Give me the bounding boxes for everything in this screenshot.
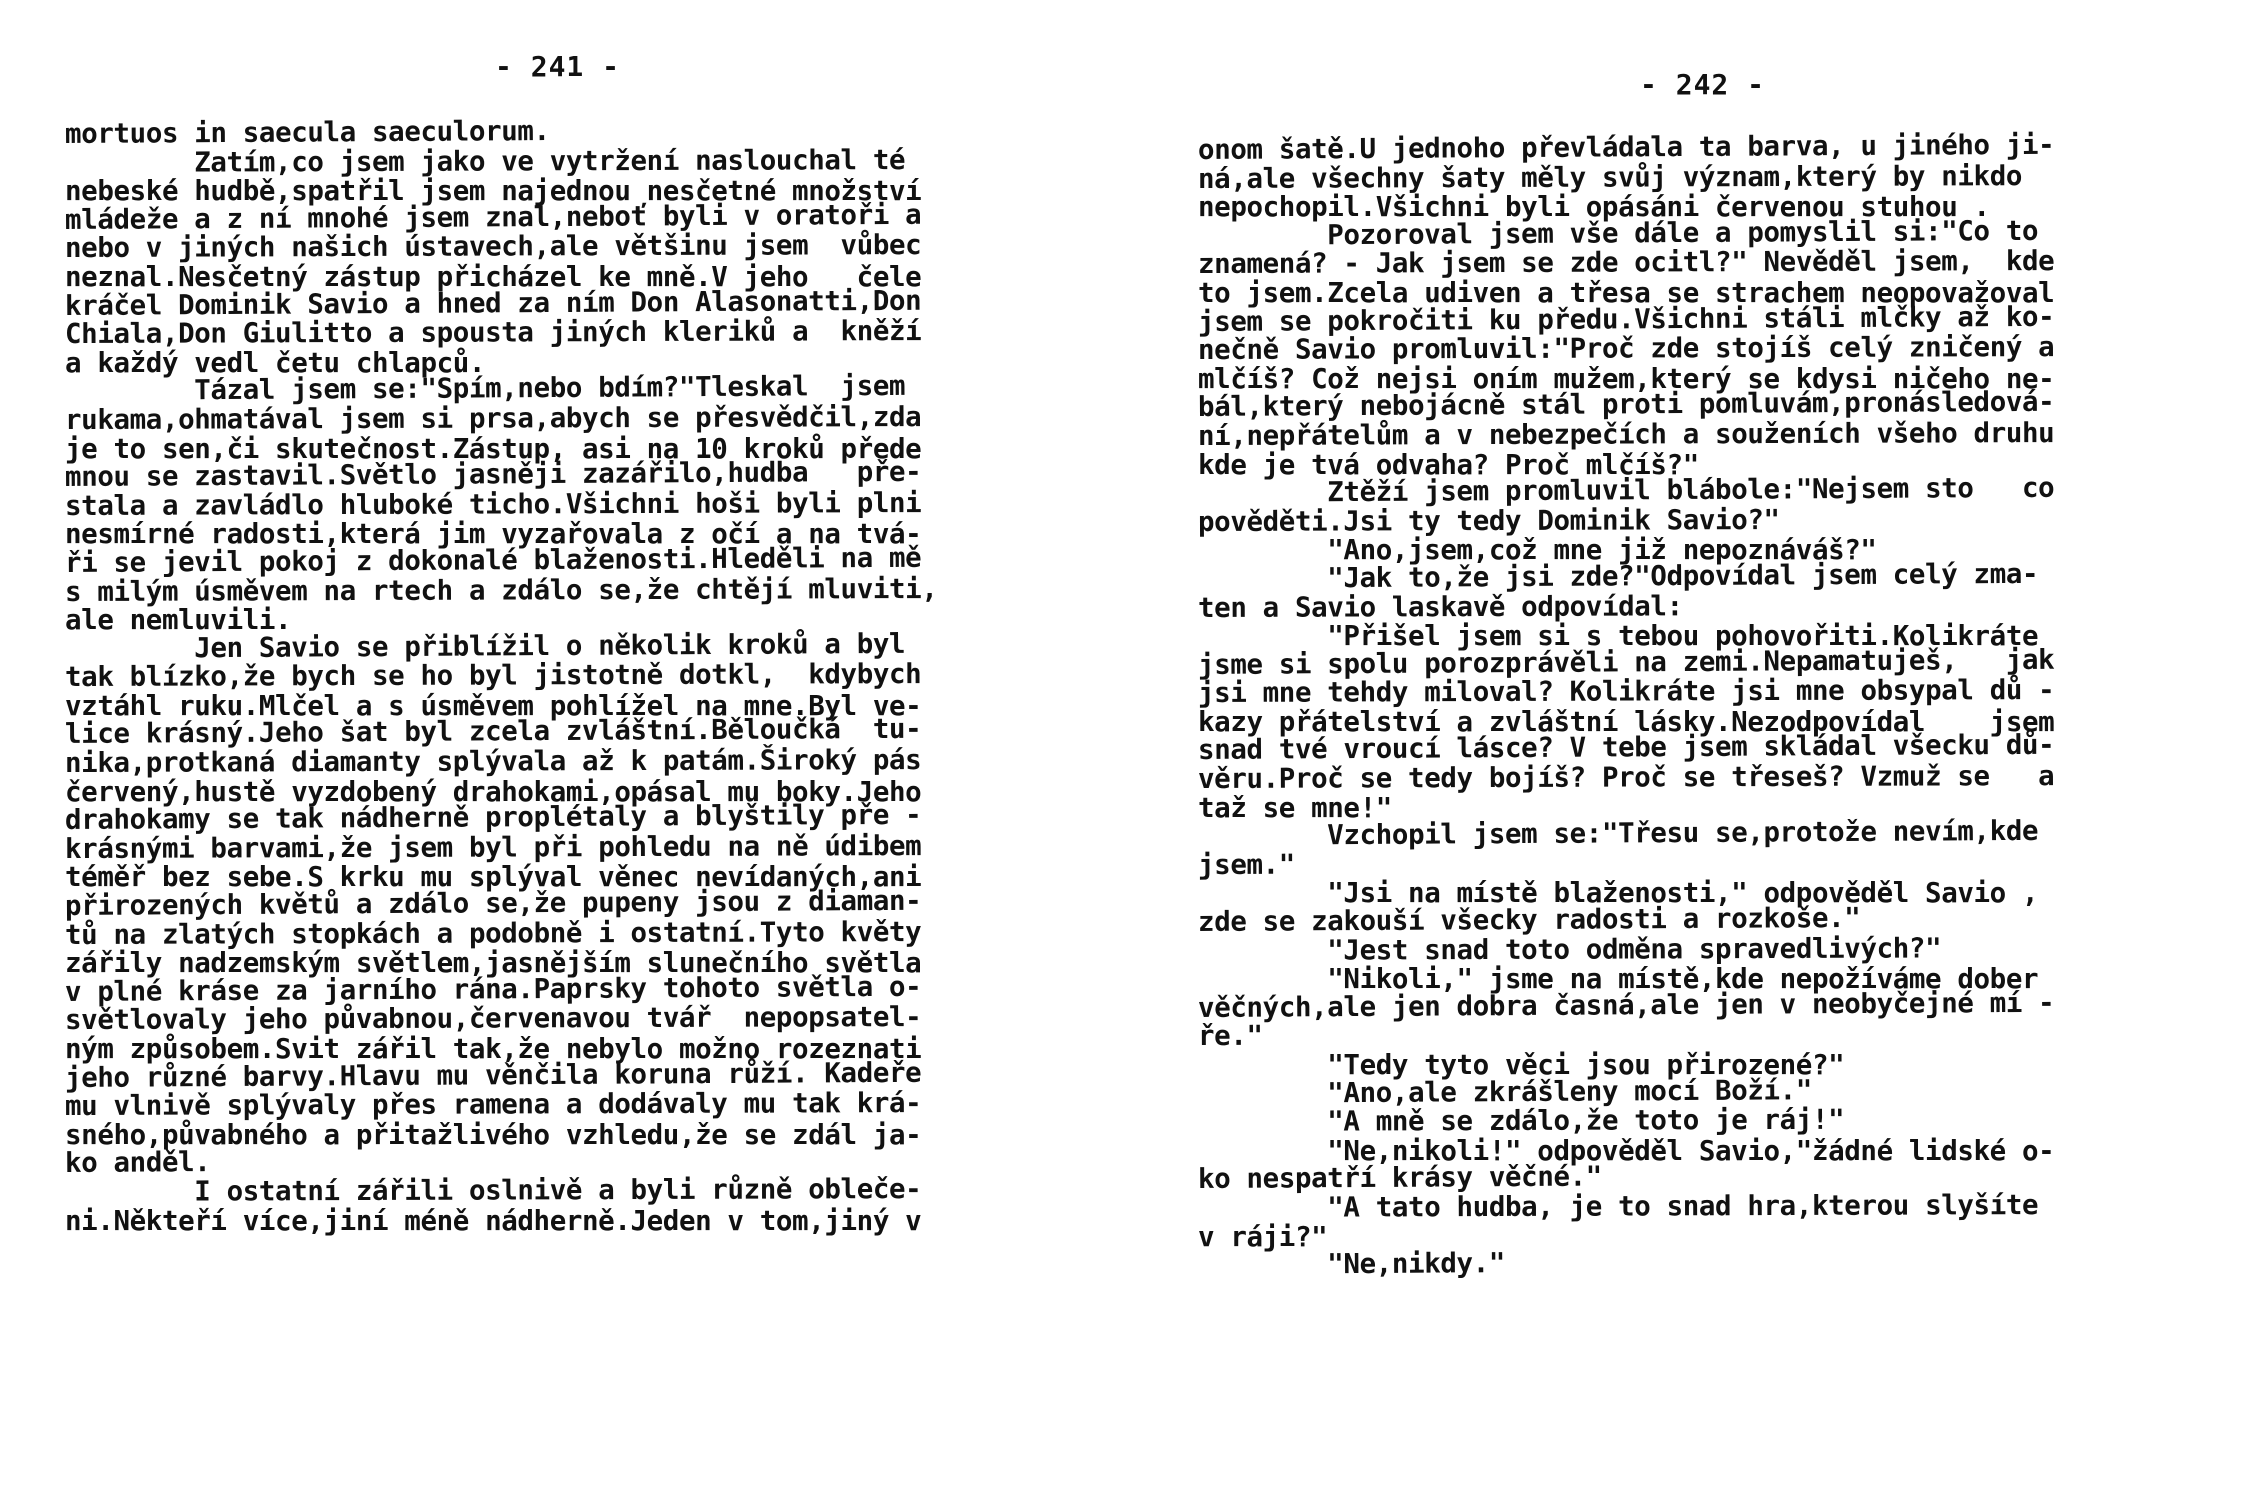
text-line: ní,nepřátelům a v nebezpečích a souženích všeho druhu: [1197, 416, 2055, 452]
text-line: s milým úsměvem na rtech a zdálo se,že chtějí mluviti,: [64, 572, 938, 608]
text-line: Chiala,Don Giulitto a spousta jiných kleriků a kněží: [64, 315, 922, 351]
text-line: neznal.Nesčetný zástup přicházel ke mně.V jeho čele: [65, 260, 922, 293]
text-line: Tázal jsem se:"Spím,nebo bdím?"Tleskal jsem: [64, 370, 906, 408]
text-line: onom šatě.U jednoho převládala ta barva, u jiného ji-: [1197, 128, 2055, 166]
page-number: - 241 -: [495, 50, 621, 83]
text-line: v ráji?": [1198, 1220, 1328, 1253]
text-line: téměř bez sebe.S krku mu splýval věnec nevídaných,ani: [65, 861, 922, 894]
text-line: v plné kráse za jarního rána.Paprsky tohoto světla o-: [64, 970, 922, 1008]
text-line: "Ano,jsem,což mne již nepoznáváš?": [1198, 534, 1877, 567]
text-line: přirozených květů a zdálo se,že pupeny jsou z diaman-: [64, 884, 922, 923]
text-line: ten a Savio laskavě odpovídal:: [1197, 589, 1683, 624]
page-text: [64, 115, 938, 1237]
text-line: mortuos in saecula saeculorum.: [64, 115, 550, 150]
text-line: nebo v jiných našich ústavech,ale většinu jsem vůbec: [64, 229, 922, 265]
text-line: zářily nadzemským světlem,jasnějším slunečního světla: [65, 947, 922, 980]
text-line: Pozoroval jsem vše dále a pomyslil si:"Co to: [1197, 214, 2039, 252]
text-line: mu vlnivě splývaly přes ramena a dodávaly mu tak krá-: [64, 1087, 922, 1123]
text-line: jsi mne tehdy miloval? Kolikráte jsi mne obsypal dů -: [1197, 674, 2055, 710]
text-line: "Tedy tyto věci jsou přirozené?": [1198, 1049, 1845, 1081]
text-line: kazy přátelství a zvláštní lásky.Nezodpovídal jsem: [1198, 705, 2055, 738]
text-line: "Ne,nikdy.": [1197, 1247, 1506, 1282]
text-line: a každý vedl četu chlapců.: [65, 346, 486, 379]
text-line: snad tvé vroucí lásce? V tebe jsem skládal všecku dů-: [1197, 729, 2055, 767]
text-line: ným způsobem.Svit zářil tak,že nebylo možno rozeznati: [65, 1033, 922, 1065]
text-line: krásnými barvami,že jsem byl při pohledu na ně údibem: [64, 829, 922, 865]
text-line: Vzchopil jsem se:"Třesu se,protože nevím,kde: [1197, 815, 2039, 853]
text-line: to jsem.Zcela udiven a třesa se strachem neopovažoval: [1198, 276, 2055, 309]
text-line: rukama,ohmatával jsem si prsa,abych se přesvědčil,zda: [64, 400, 922, 436]
text-line: bál,který nebojácně stál proti pomluvám,pronásledová-: [1197, 386, 2055, 424]
text-line: ná,ale všechny šaty měly svůj význam,který by nikdo: [1197, 159, 2023, 195]
text-line: vztáhl ruku.Mlčel a s úsměvem pohlížel na mne.Byl ve-: [65, 689, 922, 722]
text-line: mládeže a z ní mnohé jsem znal,neboť byli v oratoři a: [64, 198, 922, 236]
text-line: "Jsi na místě blaženosti," odpověděl Savio ,: [1198, 877, 2039, 910]
text-line: pověděti.Jsi ty tedy Dominik Savio?": [1197, 503, 1780, 538]
text-line: sného,půvabného a přitažlivého vzhledu,že se zdál ja-: [65, 1118, 922, 1151]
text-line: tů na zlatých stopkách a podobně i ostatní.Tyto květy: [64, 915, 922, 951]
page-text: [1197, 128, 2055, 1282]
text-line: Ztěží jsem promluvil blábole:"Nejsem sto co: [1197, 471, 2055, 510]
text-line: věčných,ale jen dobra časná,ale jen v neobyčejné mí -: [1197, 986, 2055, 1024]
text-line: mlčíš? Což nejsi oním mužem,který se kdysi ničeho ne-: [1198, 362, 2055, 395]
text-line: tak blízko,že bych se ho byl jistotně dotkl, kdybych: [64, 658, 922, 694]
text-line: nebeské hudbě,spatřil jsem najednou nesčetné množství: [65, 175, 922, 208]
text-line: "A tato hudba, je to snad hra,kterou slyšíte: [1197, 1189, 2039, 1224]
page-number: - 242 -: [1640, 68, 1766, 101]
text-line: jeho různé barvy.Hlavu mu věnčila koruna růží. Kadeře: [64, 1056, 922, 1094]
text-line: nepochopil.Všichni byli opásáni červenou stuhou .: [1198, 191, 1990, 224]
text-line: drahokamy se tak nádherně proplétaly a blyštily pře -: [64, 799, 922, 837]
text-line: je to sen,či skutečnost.Zástup, asi na 10 kroků přede: [65, 432, 922, 465]
text-line: ni.Někteří více,jiní méně nádherně.Jeden v tom,jiný v: [65, 1204, 922, 1237]
text-line: I ostatní zářili oslnivě a byli různě obleče-: [64, 1172, 922, 1208]
text-line: červený,hustě vyzdobený drahokami,opásal mu boky.Jeho: [65, 775, 922, 808]
text-line: "A mně se zdálo,že toto je ráj!": [1197, 1103, 1845, 1139]
text-line: znamená? - Jak jsem se zde ocitl?" Nevěděl jsem, kde: [1197, 245, 2055, 281]
text-line: lice krásný.Jeho šat byl zcela zvláštní.Běloučká tu-: [64, 713, 922, 751]
text-line: "Ne,nikoli!" odpověděl Savio,"žádné lidské o-: [1198, 1134, 2055, 1167]
text-line: "Jak to,že jsi zde?"Odpovídal jsem celý zma-: [1197, 557, 2039, 595]
text-line: nečně Savio promluvil:"Proč zde stojíš celý zničený a: [1197, 331, 2055, 367]
text-line: "Nikoli," jsme na místě,kde nepožíváme dober: [1198, 963, 2039, 996]
text-line: "Ano,ale zkrášleny mocí Boží.": [1197, 1073, 1813, 1110]
text-line: kráčel Dominik Savio a hned za ním Don Alasonatti,Don: [64, 284, 922, 322]
text-line: zde se zakouší všecky radosti a rozkoše.": [1197, 901, 1861, 939]
text-line: kde je tvá odvaha? Proč mlčíš?": [1198, 448, 1699, 481]
right-page: [1130, 0, 2260, 1500]
text-line: stala a zavládlo hluboké ticho.Všichni hoši byli plni: [64, 486, 922, 522]
text-line: Zatím,co jsem jako ve vytržení naslouchal té: [64, 143, 906, 179]
text-line: ko nespatří krásy věčné.": [1197, 1160, 1603, 1196]
text-line: ře.": [1197, 1020, 1263, 1053]
text-line: "Jest snad toto odměna spravedlivých?": [1197, 932, 1942, 967]
text-line: jsme si spolu porozprávěli na zemi.Nepamatuješ, jak: [1197, 643, 2055, 681]
text-line: jsem se pokročiti ku předu.Všichni stáli mlčky až ko-: [1197, 300, 2055, 338]
text-line: taž se mne!": [1198, 791, 1392, 824]
text-line: nika,protkaná diamanty splývala až k patám.Široký pás: [64, 744, 922, 780]
text-line: nesmírné radosti,která jim vyzařovala z očí a na tvá-: [65, 518, 922, 551]
text-line: světlovaly jeho půvabnou,červenavou tvář nepopsatel-: [64, 1001, 922, 1037]
text-line: jsem.": [1197, 848, 1296, 881]
text-line: "Přišel jsem si s tebou pohovořiti.Kolikráte: [1198, 620, 2039, 653]
text-line: věru.Proč se tedy bojíš? Proč se třeseš? Vzmuž se a: [1197, 760, 2055, 796]
text-line: ři se jevil pokoj z dokonalé blaženosti.Hleděli na mě: [64, 541, 922, 579]
text-line: Jen Savio se přiblížil o několik kroků a byl: [64, 627, 906, 665]
text-line: mnou se zastavil.Světlo jasněji zazářilo,hudba pře-: [64, 455, 922, 494]
text-line: ko anděl.: [64, 1146, 211, 1180]
text-line: ale nemluvili.: [65, 604, 292, 637]
